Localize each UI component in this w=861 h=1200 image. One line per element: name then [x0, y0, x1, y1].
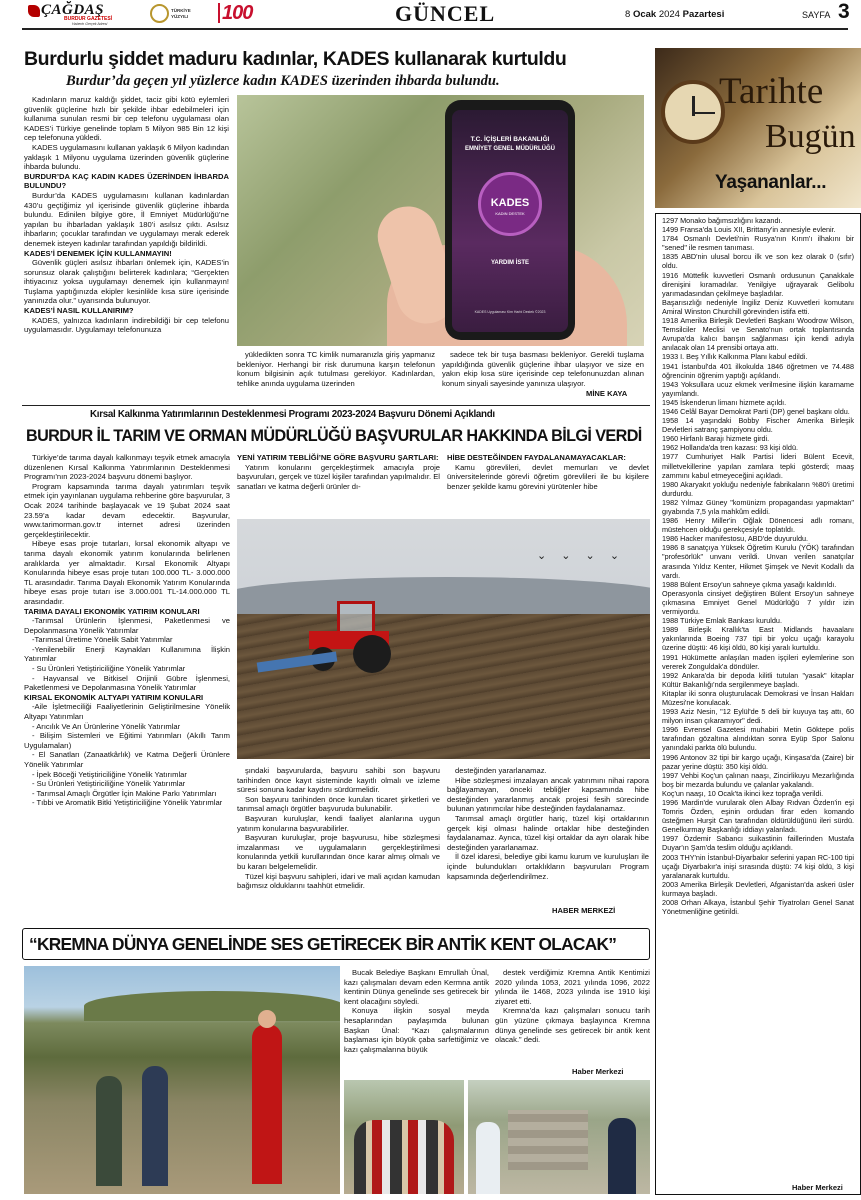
kades-col2-text: yükledikten sonra TC kimlik numaranızla giriş yapmanız bekleniyor. Herhangi bir risk durumuna karşın telefonun konum bilgisinin açık tutulması gerekiyor. Kadınlardan, tehlike anında uygulama üzerinden: [237, 350, 435, 388]
history-item: 1977 Cumhuriyet Halk Partisi lideri Bülent Ecevit, milletvekillerine yapılan zamlara tepki gösterdi; maaş zammını kabul etmeyeceğini açıkladı.: [662, 452, 854, 480]
history-item: 1941 İstanbul'da 401 ilkokulda 1846 öğretmen ve 74.488 öğrencinin öğrenim yaptığı açıklandı.: [662, 361, 854, 380]
kremna-column-2: [495, 968, 650, 1045]
person-shape-5: [608, 1118, 636, 1194]
kades-paragraph: Güvenlik güçleri asılsız ihbarları önlemek için, KADES’in sorunsuz olarak çalıştığını belirterek kadınlara; “Gerçekten ihtiyacınız yoksa uygulamayı denemek için kullanmayın! Tuşlama yaptığınızda ekipler kesinlikle kısa süre içerisinde yanınızda olur.” uyarısında bulunuyor.: [24, 258, 229, 306]
kades-paragraph: KADES uygulamasını kullanan yaklaşık 6 Milyon kadından yaklaşık 1 Milyonu uygulama üzerinden güvenlik güçlerine ihbarda bulundu.: [24, 142, 229, 172]
kades-app-badge: [478, 172, 542, 236]
centenary-label: TÜRKİYE YÜZYILI: [171, 8, 191, 19]
history-item: 2003 Amerika Birleşik Devletleri, Afganistan'da askeri üsler kurmaya başladı.: [662, 879, 854, 898]
kades-paragraph: Burdur’da KADES uygulamasını kullanan kadınlardan 430’u geçtiğimiz yıl içerisinde güvenlik güçlerine ihbarda bulundu. Edinilen bilgiye göre, İl Emniyet Müdürlüğü’ne yapılan bu ihbarladan yaklaşık 180’i asılsız çıktı. Asılsız ihbarların; çocuklar tarafından ve uygulamayı merak ederek denemek isteyen kadınlar tarafından yapıldığı bildirildi.: [24, 190, 229, 248]
screen-ministry: T.C. İÇİŞLERİ BAKANLIĞI: [470, 136, 550, 143]
history-item: 1835 ABD'nin ulusal borcu ilk ve son kez olarak 0 (sıfır) oldu.: [662, 252, 854, 271]
tarim-paragraph: Son başvuru tarihinden önce kurulan ticaret şirketleri ve tarımsal amaçlı örgütler başvuruda bulunabilir.: [237, 794, 440, 814]
tarihte-banner: [655, 48, 861, 208]
tarim-byline: HABER MERKEZİ: [552, 906, 616, 915]
kades-paragraph: KADES, yalnızca kadınların indirebildiği bir cep telefonu uygulamasıdır. Uygulamayı telefonunuza: [24, 315, 229, 335]
history-item: 1991 Hükümette anlaşılan maden işçileri eylemlerine son vererek Zonguldak'a döndüler.: [662, 652, 854, 671]
history-item: 1996 Evrensel Gazetesi muhabiri Metin Göktepe polis tarafından gözaltına alındıktan sonra Eyüp Spor Salonu yanındaki parkta ölü bulundu.: [662, 725, 854, 753]
mountain-shape: [237, 577, 650, 617]
tarim-paragraph: şındaki başvurularda, başvuru sahibi son başvuru tarihinden önce kayıt sisteminde kayıtlı olmalı ve izleme süresi sonuna kadar kaydını sürdürmelidir.: [237, 766, 440, 795]
tarim-paragraph: Türkiye’de tarıma dayalı kalkınmayı teşvik etmek amacıyla düzenlenen Kırsal Kalkınma Yatırımlarının Desteklenmesi Programı’nın 2023-2024 başvuru dönemi başlıyor.: [24, 453, 230, 482]
tarim-paragraph: desteğinden yararlanamaz.: [455, 766, 547, 775]
tarim-paragraph: Tarımsal amaçlı örgütler hariç, tüzel kişi ortaklarının gerçek kişi olması halinde ortaklar hibe desteğinden faydalanamaz. Ayrıca, tüzel kişi ortaklar da ayrı olarak hibe desteğinden yararlanamaz.: [447, 813, 649, 852]
field-shape: [237, 614, 650, 759]
eagle-icon: [28, 5, 40, 17]
logo-text: ÇAĞDAŞ: [41, 2, 105, 18]
tarim-paragraph: İl özel idaresi, belediye gibi kamu kurum ve kuruluşları ile içinde bulundukları ortaklıkların başvuruları Program kapsamında değerlendirilmez.: [447, 852, 649, 881]
tractor-photo: [237, 519, 650, 759]
kades-phone-photo: [237, 95, 644, 346]
group-shape: [354, 1120, 454, 1194]
page-label: SAYFA: [802, 10, 831, 20]
tarim-column-3-top: [447, 453, 649, 491]
section-title: GÜNCEL: [395, 1, 496, 26]
kades-subheading: KADES’İ NASIL KULLANIRIM?: [24, 306, 134, 316]
tarim-paragraph: Kamu görevlileri, devlet memurları ve devlet üniversitelerinde görevli öğretim görevlileri ile bu kişilere benzer şekilde kamu görevini yürütenler hibe: [447, 462, 649, 491]
history-item: 1499 Fransa'da Louis XII, Brittany'in annesiyle evlenir.: [662, 225, 836, 235]
history-item: 1986 Henry Miller'in Oğlak Dönencesi adlı romanı, müstehcen olduğu gerekçesiyle toplatıldı.: [662, 516, 854, 535]
centenary-line: [218, 3, 220, 23]
history-item: 1980 Akaryakıt yokluğu nedeniyle fabrikaların %80'i üretimi durdurdu.: [662, 479, 854, 498]
tarim-headline: BURDUR İL TARIM VE ORMAN MÜDÜRLÜĞÜ BAŞVURULAR HAKKINDA BİLGİ VERDİ: [26, 427, 642, 445]
kremna-column-1: [344, 968, 489, 1054]
newspaper-logo: [28, 2, 136, 24]
logo-subtitle: BURDUR GAZETESİ: [64, 16, 113, 22]
history-item: 1989 Birleşik Krallık'ta East Midlands havaalanı yakınlarında Boeing 737 tipi bir yolcu uçağı karayolu üzerine düştü: 46 kişi öldü, 80 kişi yaralı kurtuldu.: [662, 625, 854, 653]
screen-footer: KADES Uygulaması Kim Harbi Destek ©2023: [474, 310, 546, 314]
screen-police: EMNİYET GENEL MÜDÜRLÜĞÜ: [465, 146, 555, 152]
page-number: 3: [838, 0, 850, 23]
person-shape-1: [96, 1076, 122, 1186]
kremna-paragraph: Bucak Belediye Başkanı Emrullah Ünal, kazı çalışmaları devam eden Kermna antik kentinin Dünya genelinde ses getirecek bir kent olacağını söyledi.: [344, 968, 489, 1006]
tarim-subheading: YENİ YATIRIM TEBLİĞİ’NE GÖRE BAŞVURU ŞARTLARI:: [237, 453, 439, 462]
kades-col3-text: sadece tek bir tuşa basması bekleniyor. Gerekli tuşlama yapıldığında güvenlik güçlerine ihbar ulaşıyor ve size en yakın ekip kısa süre içerisinde cep telefonunuzdan alınan konum sinyali sayesinde yanınıza ulaşıyor.: [442, 350, 644, 388]
history-item: 2008 Orhan Alkaya, İstanbul Şehir Tiyatroları Genel Sanat Yönetmenliğine getirildi.: [662, 898, 854, 917]
phone-device: [445, 100, 575, 340]
tarim-paragraph: - Tarımsal Amaçlı Örgütler İçin Makine Parkı Yatırımları: [32, 788, 217, 798]
history-item: 1988 Bülent Ersoy'un sahneye çıkma yasağı kaldırıldı.: [662, 579, 837, 589]
kremna-paragraph: Konuya ilişkin sosyal meyda hesaplarından paylaşımda bulunan Başkan Ünal: “Kazı çalışmalarının başlaması için büyük çaba sarfettiğimiz ve kazı çalışmalarına büyük: [344, 1006, 489, 1054]
person-shape-3: [252, 1024, 282, 1184]
kades-subheading: KADES’İ DENEMEK İÇİN KULLANMAYIN!: [24, 248, 172, 258]
history-item: 1918 Amerika Birleşik Devletleri Başkanı Woodrow Wilson, Temsilciler Meclisi ve Senato'nun ortak toplantısında Avrupa'da kalıcı barışın sağlanması için kendi adıyla anılacak olan 14 prensibi ortaya attı.: [662, 316, 854, 353]
kremna-photo-3: [468, 1080, 650, 1194]
tarim-paragraph: Program kapsamında tarıma dayalı yatırımları teşvik etmek için yayınlanan uygulama rehberine göre başvurular, 3 Ocak 2024 tarihinde başlayacak ve 19 Şubat 2024 saat 23.59’a kadar devam edecektir. Başvurular, www.tarimorman.gov.tr internet adresi üzerinden gerçekleştirilecektir.: [24, 481, 230, 539]
kremna-photo-main: [24, 966, 340, 1194]
person-shape-2: [142, 1066, 168, 1186]
turkiye-yuzyili-logo: [150, 3, 191, 25]
tarihte-title: Tarihte: [719, 71, 824, 112]
tarim-paragraph: Başvuran kuruluşlar, kendi faaliyet alanlarına uygun yatırım konularına başvurabilirler.: [237, 813, 440, 833]
history-item: 1958 14 yaşındaki Bobby Fischer Amerika Birleşik Devletleri satranç şampiyonu oldu.: [662, 416, 854, 435]
history-item: 1945 İskenderun limanı hizmete açıldı.: [662, 397, 787, 407]
issue-date: [625, 9, 724, 20]
crescent-icon: [150, 4, 169, 23]
history-item: 2003 THY'nin İstanbul-Diyarbakır seferini yapan RC-100 tipi uçağı Diyarbakır'a inişi sırasında düştü: 74 kişi öldü, 3 kişi yaralanarak kurtuldu.: [662, 852, 854, 880]
kremna-paragraph: Kremna’da kazı çalışmaları sonucu tarih gün yüzüne çıkmaya başlayınca Kremna dünya genelinde ses getirecek bir antik kent olacak.” dedi.: [495, 1006, 650, 1045]
tarim-paragraph: - El Sanatları (Zanaatkârlık) ve Katma Değerli Ürünlere Yönelik Yatırımlar: [24, 750, 230, 769]
centenary-100-logo: 100: [222, 2, 253, 24]
tarim-column-3-bottom: [447, 766, 649, 881]
history-item: 1297 Monako bağımsızlığını kazandı.: [662, 216, 783, 225]
tarihte-byline: Haber Merkezi: [792, 1183, 843, 1192]
date-weekday: Pazartesi: [682, 9, 725, 20]
tarim-paragraph: Yatırım konularını gerçekleştirmek amacıyla proje başvuruları, gerçek ve tüzel kişiler tarafından yapılmalıdır. El sanatları ve katma değerli ürünler dı-: [237, 462, 440, 491]
date-month: Ocak: [632, 9, 657, 20]
history-item: 1986 Hacker manifestosu, ABD'de duyuruldu.: [662, 534, 809, 544]
history-item: 1960 Hirfanlı Barajı hizmete girdi.: [662, 434, 770, 444]
screen-help-button: YARDIM İSTE: [490, 260, 530, 266]
person-head-3: [258, 1010, 276, 1028]
bugun-title: Bugün: [765, 118, 856, 155]
tractor-cab: [337, 601, 375, 635]
tarim-paragraph: - Arıcılık Ve Arı Ürünlerine Yönelik Yatırımlar: [32, 721, 181, 731]
kades-byline: MİNE KAYA: [586, 389, 628, 398]
kades-column-3: [442, 350, 644, 388]
history-item: 1993 Aziz Nesin, "12 Eylül'de 5 deli bir kuyuya taş attı, 60 milyon insan çıkaramıyor" dedi.: [662, 707, 854, 726]
tarim-paragraph: -Tarımsal Ürünlerin İşlenmesi, Paketlenmesi ve Depolanmasına Yönelik Yatırımlar: [24, 616, 230, 635]
kades-subheadline: Burdur’da geçen yıl yüzlerce kadın KADES üzerinden ihbarda bulundu.: [66, 73, 500, 89]
history-item: Başarısızlığı nedeniyle İngiliz Deniz Kuvvetleri komutanı Amiral Winston Churchill görevinden istifa etti.: [662, 297, 854, 316]
ruins-shape: [508, 1110, 588, 1170]
masthead: [0, 0, 861, 30]
kremna-photo-2: [344, 1080, 464, 1194]
tarim-subheading: TARIMA DAYALI EKONOMİK YATIRIM KONULARI: [24, 606, 200, 616]
tarim-column-2-bottom: [237, 766, 440, 891]
tarim-paragraph: - İpek Böceği Yetiştiriciliğine Yönelik Yatırımlar: [32, 769, 187, 779]
history-item: 1988 Türkiye Emlak Bankası kuruldu.: [662, 616, 782, 626]
history-item: Operasyonla cinsiyet değiştiren Bülent Ersoy'un sahneye çıkmasına Emniyet Genel Müdürlüğü 7 yıldır izin vermiyordu.: [662, 588, 854, 617]
history-item: Kitaplar iki sonra oluşturulacak Demokrasi ve İnsan Hakları Müzesi'ne konulacak.: [662, 688, 854, 707]
kades-column-1: [24, 95, 229, 335]
tractor-rear-wheel: [353, 635, 391, 673]
tarim-paragraph: - Bilişim Sistemleri ve Eğitimi Yatırımları (Akıllı Tarım Uygulamaları): [24, 731, 230, 750]
history-item: 1962 Hollanda'da tren kazası: 93 kişi öldü.: [662, 443, 798, 453]
history-item: 1996 Mardin'de vurularak ölen Albay Rıdvan Özden'in eşi Tomris Özden, eşinin ordudan firar eden komando üsteğmen Hurşit Can tarafından öldürüldüğünü ileri sürdü. Genelkurmay Başkanlığı iddiayı yalanladı.: [662, 798, 854, 835]
tarim-paragraph: Başvuran kuruluşlar, proje başvurusu, hibe sözleşmesi imzalanması ve uygulamaların gerçekleştirilmesi konularında yetkili kurullarından önce karar almış olmalı ve bu kararı belgelemelidir.: [237, 833, 440, 871]
kremna-byline: Haber Merkezi: [572, 1067, 624, 1076]
date-day: 8: [625, 9, 631, 20]
tarim-column-1: [24, 453, 230, 808]
tarim-paragraph: -Yenilenebilir Enerji Kaynakları Kullanımına İlişkin Yatırımlar: [24, 644, 230, 664]
tarim-paragraph: - Su Ürünleri Yetiştiriciliğine Yönelik Yatırımlar: [32, 664, 186, 674]
tarihte-subtitle: Yaşananlar...: [715, 172, 827, 193]
phone-screen: [452, 110, 568, 332]
history-item: 1946 Celâl Bayar Demokrat Parti (DP) genel başkanı oldu.: [662, 406, 850, 416]
person-shape-4: [476, 1122, 500, 1194]
kades-headline: Burdurlu şiddet maduru kadınlar, KADES kullanarak kurtuldu: [24, 48, 567, 70]
header-divider: [22, 28, 848, 30]
kades-subheading: BURDUR’DA KAÇ KADIN KADES ÜZERİNDEN İHBARDA BULUNDU?: [24, 171, 229, 191]
tarihte-list: [662, 216, 854, 916]
screen-app-name: KADES: [490, 197, 530, 209]
logo-tagline: Haberin Gerçek Adresi: [72, 22, 108, 26]
clock-icon: [661, 80, 725, 144]
history-item: 1943 Yoksullara ucuz ekmek verilmesine ilişkin kararname yayımlandı.: [662, 379, 854, 398]
screen-app-sub: KADIN DESTEK: [495, 211, 525, 216]
tarim-subheading: KIRSAL EKONOMİK ALTYAPI YATIRIM KONULARI: [24, 692, 204, 702]
kremna-paragraph: destek verdiğimiz Kremna Antik Kentimizi 2020 yılında 1053, 2021 yılında 1096, 2022 yılında ile 1468, 2023 yılında ise 1910 kişi ziyaret etti.: [495, 968, 650, 1006]
history-item: 1997 Özdemir Sabancı suikastinin faillerinden Mustafa Duyar'ın Şam'da teslim olduğu açıklandı.: [662, 834, 854, 853]
tarim-paragraph: -Tarımsal Üretime Yönelik Sabit Yatırımlar: [32, 635, 173, 645]
tarim-top-rule: [22, 405, 650, 406]
kades-paragraph: Kadınların maruz kaldığı şiddet, taciz gibi kötü eylemleri güvenlik güçlerine hızlı bir şekilde ihbar edebilmeleri için kullanıma sunulan resmi bir cep telefonu uygulaması olan KADES’i Türkiye genelinde toplam 5 Milyon 985 Bin 12 kişi cep telefonuna yükledi.: [24, 95, 229, 143]
tarim-subheading: HİBE DESTEĞİNDEN FAYDALANAMAYACAKLAR:: [447, 453, 626, 462]
tarim-paragraph: - Hayvansal ve Bitkisel Orijinli Gübre İşlenmesi, Paketlenmesi ve Depolanmasına Yönelik Yatırımlar: [24, 673, 230, 693]
kades-column-2: [237, 350, 435, 388]
history-item: 1916 Müttefik kuvvetleri Osmanlı ordusunun Çanakkale direnişini kıramadılar. Yenilgiye uğrayarak Gelibolu yarımadasından çekilmeye başladılar.: [662, 270, 854, 298]
hill-shape: [84, 991, 340, 1021]
history-item: 1996 Antonov 32 tipi bir kargo uçağı, Kinşasa'da (Zaire) bir pazar yerine düştü: 350 kişi öldü.: [662, 752, 854, 771]
history-item: 1784 Osmanlı Devleti'nin Rusya'nın Kırım'ı ilhakını bir "sened" ile resmen tanıması.: [662, 234, 854, 253]
birds-shape: ⌄ ⌄ ⌄ ⌄: [537, 550, 626, 562]
tarihte-list-box: [655, 213, 861, 1195]
clock-hand-minute: [693, 112, 715, 114]
tarim-paragraph: Tüzel kişi başvuru sahipleri, idari ve mali açıdan kamudan bağımsız olduklarını taahhüt etmelidir.: [237, 871, 440, 891]
kremna-headline: “KREMNA DÜNYA GENELİNDE SES GETİRECEK BİR ANTİK KENT OLACAK”: [29, 934, 617, 954]
kremna-headline-box: [22, 928, 650, 960]
history-item: 1992 Ankara'da bir depoda kilitli tutulan "yasak" kitaplar Kültür Bakanlığı'nda sergilenmeye başladı.: [662, 670, 854, 689]
tarim-column-2-top: [237, 453, 440, 491]
tarim-paragraph: Hibeye esas proje tutarları, kırsal ekonomik altyapı ve tarıma dayalı ekonomik yatırım konularında belirlenen aralıklarda yer almaktadır. Kırsal Ekonomik Altyapı Konularında hibeye esas proje tutarı 100.000 TL- 3.000.000 TL arasındadır. Tarıma Dayalı Ekonomik Yatırım Konularında hibeye esas proje tutarı ise 3.000.001 TL-14.000.000 TL arasındadır.: [24, 539, 230, 606]
tarim-paragraph: - Tıbbi ve Aromatik Bitki Yetiştiriciliğine Yönelik Yatırımlar: [32, 798, 223, 808]
history-item: 1997 Vehbi Koç'un çalınan naaşı, Zincirlikuyu Mezarlığında boş bir mezarda bulundu ve çalanlar yakalandı.: [662, 770, 854, 789]
tarim-paragraph: - Su Ürünleri Yetiştiriciliğine Yönelik Yatırımlar: [32, 779, 186, 789]
tarim-paragraph: -Aile İşletmeciliği Faaliyetlerinin Geliştirilmesine Yönelik Altyapı Yatırımları: [24, 702, 230, 722]
history-item: 1933 I. Beş Yıllık Kalkınma Planı kabul edildi.: [662, 352, 808, 362]
history-item: 1982 Yılmaz Güney "komünizm propagandası yapmaktan" gıyabında 7,5 yıla mahkûm edildi.: [662, 497, 854, 516]
date-year: 2024: [658, 9, 680, 20]
tarim-kicker: Kırsal Kalkınma Yatırımlarının Desteklenmesi Programı 2023-2024 Başvuru Dönemi Açıklandı: [90, 409, 495, 420]
history-item: 1986 8 sanatçıya Yüksek Öğretim Kurulu (YÖK) tarafından "profesörlük" unvanı verildi. Unvan verilen sanatçılar arasında Yıldız Kenter, Hikmet Şimşek ve Nevit Kodallı da vardı.: [662, 543, 854, 580]
history-item: Koç'un naaşı, 10 Ocak'ta ikinci kez toprağa verildi.: [662, 788, 824, 798]
tarim-paragraph: Hibe sözleşmesi imzalayan ancak yatırımını nihai rapora bağlayamayan, önceki tebliğler kapsamında hibe desteğinden yararlanmış ancak projesi fesih sürecinde bulunan yatırımcılar hibe desteğinden faydalanamaz.: [447, 775, 649, 814]
